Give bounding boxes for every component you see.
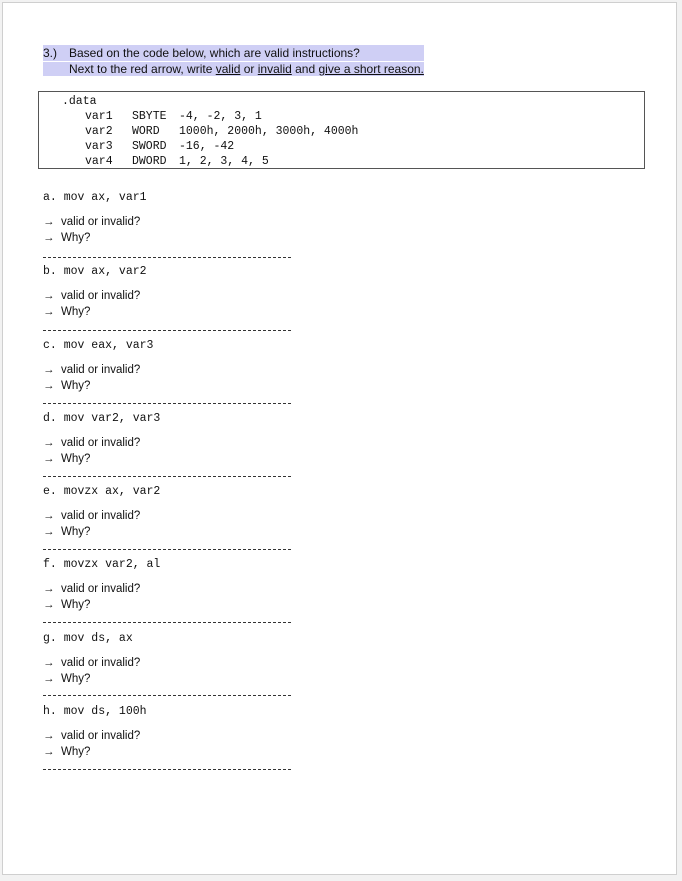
arrow-icon: →	[43, 657, 55, 669]
valid-prompt-label: valid or invalid?	[61, 657, 141, 669]
code-row	[39, 124, 644, 139]
document-page	[2, 2, 677, 875]
question-b	[43, 264, 147, 320]
question-f	[43, 557, 160, 613]
code-row	[39, 139, 644, 154]
divider	[43, 403, 291, 404]
valid-prompt	[43, 288, 147, 304]
why-prompt-label: Why?	[61, 526, 91, 538]
word-valid: valid	[215, 62, 241, 76]
why-prompt	[43, 230, 147, 246]
arrow-icon: →	[43, 380, 55, 392]
divider	[43, 549, 291, 550]
question-h	[43, 704, 147, 760]
arrow-icon: →	[43, 526, 55, 538]
arrow-icon: →	[43, 437, 55, 449]
why-prompt-label: Why?	[61, 380, 91, 392]
why-prompt	[43, 304, 147, 320]
arrow-icon: →	[43, 290, 55, 302]
header-line-1	[43, 45, 424, 61]
question-c	[43, 338, 153, 394]
why-prompt	[43, 597, 160, 613]
code-block	[38, 91, 645, 169]
instruction-code: f. movzx var2, al	[43, 558, 161, 571]
valid-prompt	[43, 508, 160, 524]
instruction-code: g. mov ds, ax	[43, 632, 133, 645]
var-values: 1, 2, 3, 4, 5	[179, 155, 269, 168]
var-type: SBYTE	[132, 110, 167, 123]
divider	[43, 622, 291, 623]
arrow-icon: →	[43, 232, 55, 244]
why-prompt-label: Why?	[61, 453, 91, 465]
valid-prompt-label: valid or invalid?	[61, 216, 141, 228]
valid-prompt-label: valid or invalid?	[61, 583, 141, 595]
question-number: 3.)	[43, 46, 58, 60]
why-prompt-label: Why?	[61, 746, 91, 758]
valid-prompt	[43, 362, 153, 378]
arrow-icon: →	[43, 583, 55, 595]
why-prompt	[43, 744, 147, 760]
question-a	[43, 190, 147, 246]
why-prompt	[43, 524, 160, 540]
question-header	[43, 45, 424, 77]
why-prompt	[43, 378, 153, 394]
arrow-icon: →	[43, 453, 55, 465]
var-type: DWORD	[132, 155, 167, 168]
var-values: -4, -2, 3, 1	[179, 110, 262, 123]
valid-prompt-label: valid or invalid?	[61, 437, 141, 449]
word-and: and	[291, 62, 319, 76]
divider	[43, 330, 291, 331]
header-line-2	[43, 62, 424, 76]
valid-prompt	[43, 581, 160, 597]
arrow-icon: →	[43, 746, 55, 758]
var-type: SWORD	[132, 140, 167, 153]
data-directive: .data	[62, 95, 97, 108]
valid-prompt	[43, 655, 140, 671]
arrow-icon: →	[43, 599, 55, 611]
arrow-icon: →	[43, 673, 55, 685]
var-type: WORD	[132, 125, 160, 138]
var-name: var4	[85, 155, 113, 168]
word-give-reason: give a short reason.	[318, 62, 424, 76]
valid-prompt-label: valid or invalid?	[61, 364, 141, 376]
question-d	[43, 411, 160, 467]
divider	[43, 476, 291, 477]
question-e	[43, 484, 160, 540]
instruction-code: b. mov ax, var2	[43, 265, 147, 278]
instruction-text: Next to the red arrow, write	[69, 62, 216, 76]
divider	[43, 769, 291, 770]
valid-prompt-label: valid or invalid?	[61, 730, 141, 742]
instruction-code: h. mov ds, 100h	[43, 705, 147, 718]
var-name: var3	[85, 140, 113, 153]
why-prompt-label: Why?	[61, 599, 91, 611]
divider	[43, 695, 291, 696]
valid-prompt	[43, 214, 147, 230]
why-prompt-label: Why?	[61, 306, 91, 318]
var-name: var1	[85, 110, 113, 123]
valid-prompt	[43, 728, 147, 744]
instruction-code: e. movzx ax, var2	[43, 485, 161, 498]
arrow-icon: →	[43, 306, 55, 318]
var-name: var2	[85, 125, 113, 138]
instruction-code: d. mov var2, var3	[43, 412, 161, 425]
instruction-code: c. mov eax, var3	[43, 339, 154, 352]
why-prompt-label: Why?	[61, 232, 91, 244]
arrow-icon: →	[43, 730, 55, 742]
arrow-icon: →	[43, 510, 55, 522]
arrow-icon: →	[43, 364, 55, 376]
word-or: or	[240, 62, 258, 76]
arrow-icon: →	[43, 216, 55, 228]
var-values: -16, -42	[179, 140, 235, 153]
var-values: 1000h, 2000h, 3000h, 4000h	[179, 125, 359, 138]
valid-prompt-label: valid or invalid?	[61, 510, 141, 522]
instruction-code: a. mov ax, var1	[43, 191, 147, 204]
code-row	[39, 109, 644, 124]
divider	[43, 257, 291, 258]
why-prompt	[43, 671, 140, 687]
question-prompt: Based on the code below, which are valid instructions?	[69, 46, 360, 60]
why-prompt	[43, 451, 160, 467]
valid-prompt	[43, 435, 160, 451]
valid-prompt-label: valid or invalid?	[61, 290, 141, 302]
why-prompt-label: Why?	[61, 673, 91, 685]
code-row	[39, 154, 644, 169]
word-invalid: invalid	[257, 62, 292, 76]
question-g	[43, 631, 140, 687]
